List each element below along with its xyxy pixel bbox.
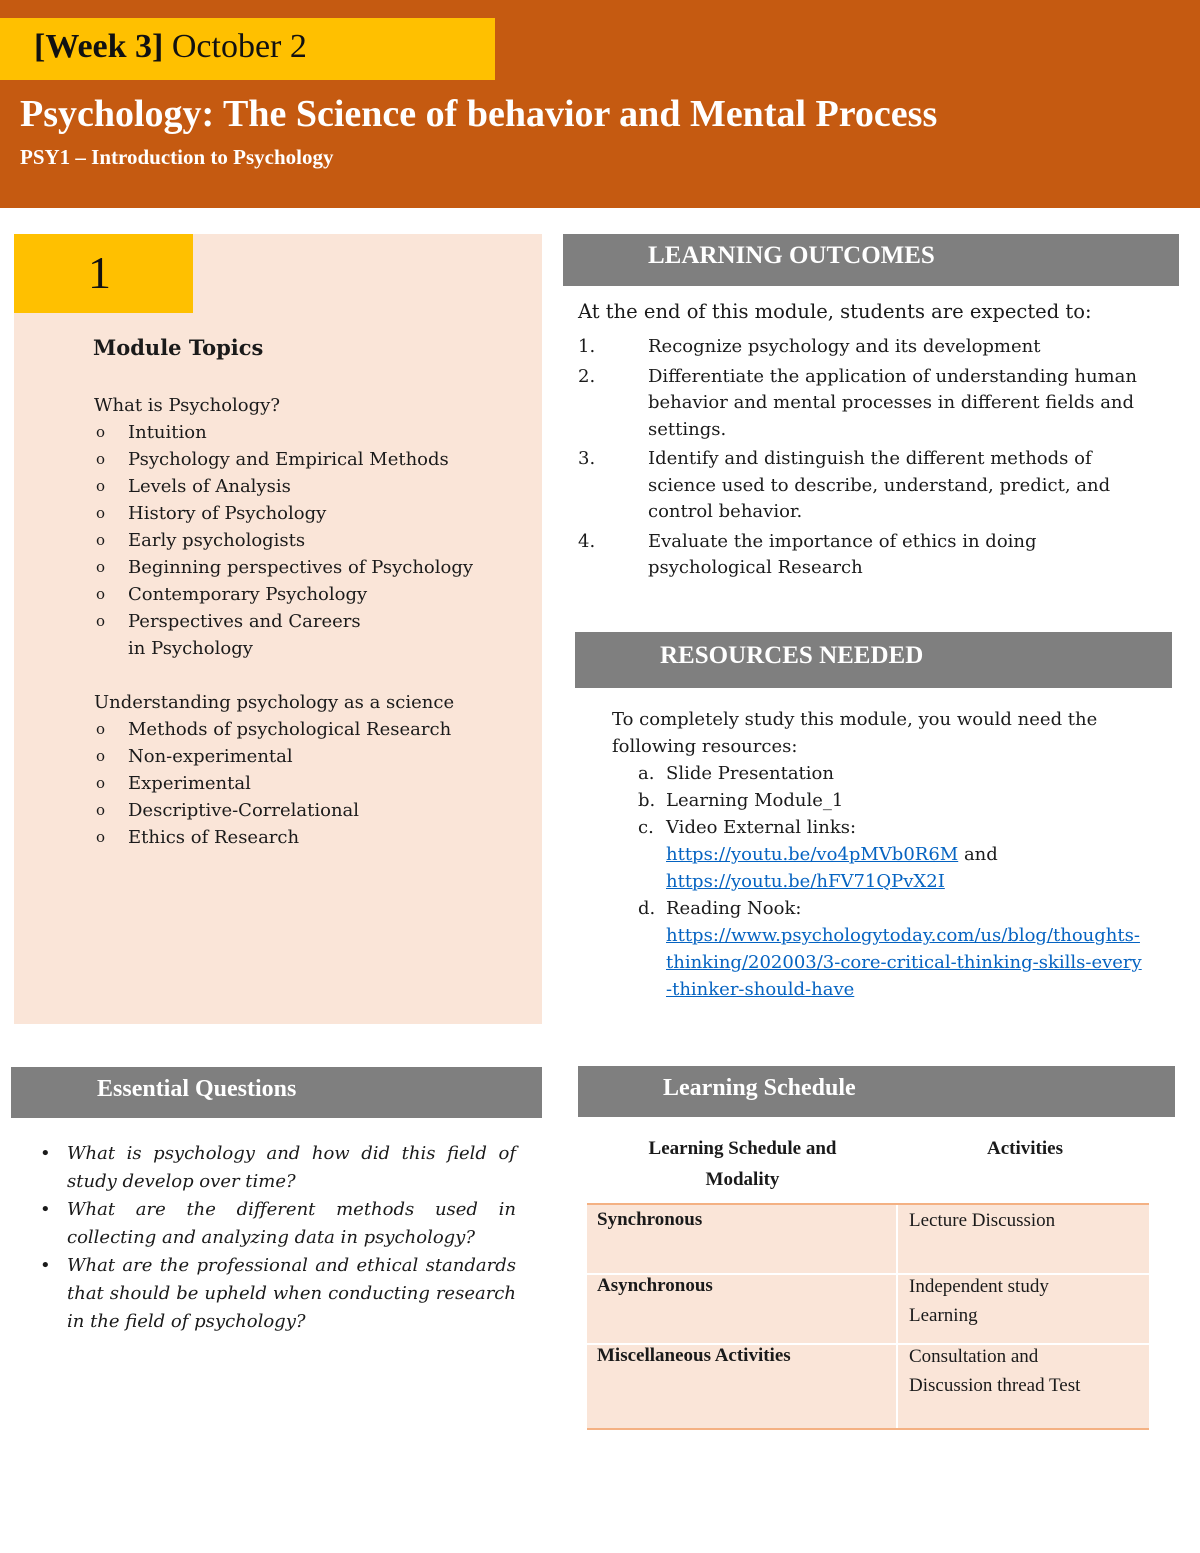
resources-intro: To completely study this module, you would need the following resources: (612, 709, 1098, 757)
learning-outcomes-header: LEARNING OUTCOMES (563, 234, 1179, 286)
module-topics-list (94, 392, 514, 851)
resources-needed-header: RESOURCES NEEDED (575, 632, 1172, 688)
outcome-item: 3. Identify and distinguish the different methods of science used to describe, understand, predict, and control behavior. (578, 448, 1111, 522)
resource-item: b. Learning Module_1 (638, 790, 844, 811)
page-title: Psychology: The Science of behavior and Mental Process (20, 93, 938, 135)
outcome-item: 2. Differentiate the application of understanding human behavior and mental processes in different fields and settings. (578, 365, 1137, 440)
question-item: • What are the different methods used in collecting and analyzing data in psychology? (40, 1196, 516, 1252)
week-label: [Week 3] October 2 (34, 28, 307, 65)
table-border (587, 1428, 1149, 1430)
topic-item: o Early psychologists (94, 527, 514, 554)
outcome-item: 1. Recognize psychology and its development (578, 336, 1041, 357)
essential-questions-list (40, 1140, 516, 1336)
schedule-modality-cell: Synchronous (597, 1209, 703, 1230)
course-subtitle: PSY1 – Introduction to Psychology (20, 145, 334, 169)
topic-item: o Ethics of Research (94, 824, 514, 851)
resource-item: d. Reading Nook: https://www.psychologytoday.com/us/blog/thoughts-thinking/202003/3-core-critical-thinking-skills-every-thinker-should-have (638, 898, 1142, 1000)
topic-item: o Intuition (94, 419, 514, 446)
topic-item: o Psychology and Empirical Methods (94, 446, 514, 473)
topic-item: o Descriptive-Correlational (94, 797, 514, 824)
resource-item: c. Video External links: https://youtu.be/vo4pMVb0R6M and https://youtu.be/hFV71QPvX2I (638, 817, 998, 892)
video-link-1[interactable]: https://youtu.be/vo4pMVb0R6M (666, 844, 959, 865)
topic-group-title: What is Psychology? (94, 395, 280, 416)
learning-outcomes-intro: At the end of this module, students are expected to: (578, 300, 1092, 323)
topic-group-title: Understanding psychology as a science (94, 692, 455, 713)
table-divider (896, 1203, 898, 1430)
schedule-activity-cell: Lecture Discussion (909, 1210, 1056, 1231)
schedule-modality-cell: Asynchronous (597, 1275, 713, 1296)
topic-item: o Perspectives and Careers in Psychology (94, 608, 378, 662)
question-item: • What are the professional and ethical standards that should be upheld when conducting research in the field of psychology? (40, 1252, 516, 1336)
video-link-2[interactable]: https://youtu.be/hFV71QPvX2I (666, 871, 945, 892)
topic-item: o Non-experimental (94, 743, 514, 770)
module-topics-heading: Module Topics (93, 335, 264, 360)
learning-schedule-header: Learning Schedule (578, 1066, 1175, 1117)
outcome-item: 4. Evaluate the importance of ethics in doing psychological Research (578, 530, 1037, 578)
schedule-activity-cell: Independent study Learning (909, 1276, 1049, 1326)
resource-item: a. Slide Presentation (638, 763, 834, 784)
topic-item: o Experimental (94, 770, 514, 797)
question-item: • What is psychology and how did this field of study develop over time? (40, 1140, 516, 1196)
topic-item: o History of Psychology (94, 500, 514, 527)
topic-item: o Contemporary Psychology (94, 581, 514, 608)
schedule-column-header-activities: Activities (987, 1138, 1063, 1159)
module-number: 1 (88, 247, 111, 298)
reading-nook-link[interactable]: https://www.psychologytoday.com/us/blog/thoughts-thinking/202003/3-core-critical-thinking-skills-every-thinker-should-have (666, 925, 1142, 1000)
schedule-column-header-modality: Learning Schedule and Modality (648, 1138, 837, 1190)
topic-item: o Methods of psychological Research (94, 716, 514, 743)
topic-item: o Beginning perspectives of Psychology (94, 554, 514, 581)
schedule-modality-cell: Miscellaneous Activities (597, 1345, 791, 1366)
essential-questions-header: Essential Questions (11, 1067, 542, 1118)
topic-item: o Levels of Analysis (94, 473, 514, 500)
resources-list (612, 706, 1142, 1003)
learning-outcomes-list (578, 334, 1148, 585)
schedule-activity-cell: Consultation and Discussion thread Test (909, 1346, 1081, 1396)
table-border (587, 1203, 1149, 1205)
